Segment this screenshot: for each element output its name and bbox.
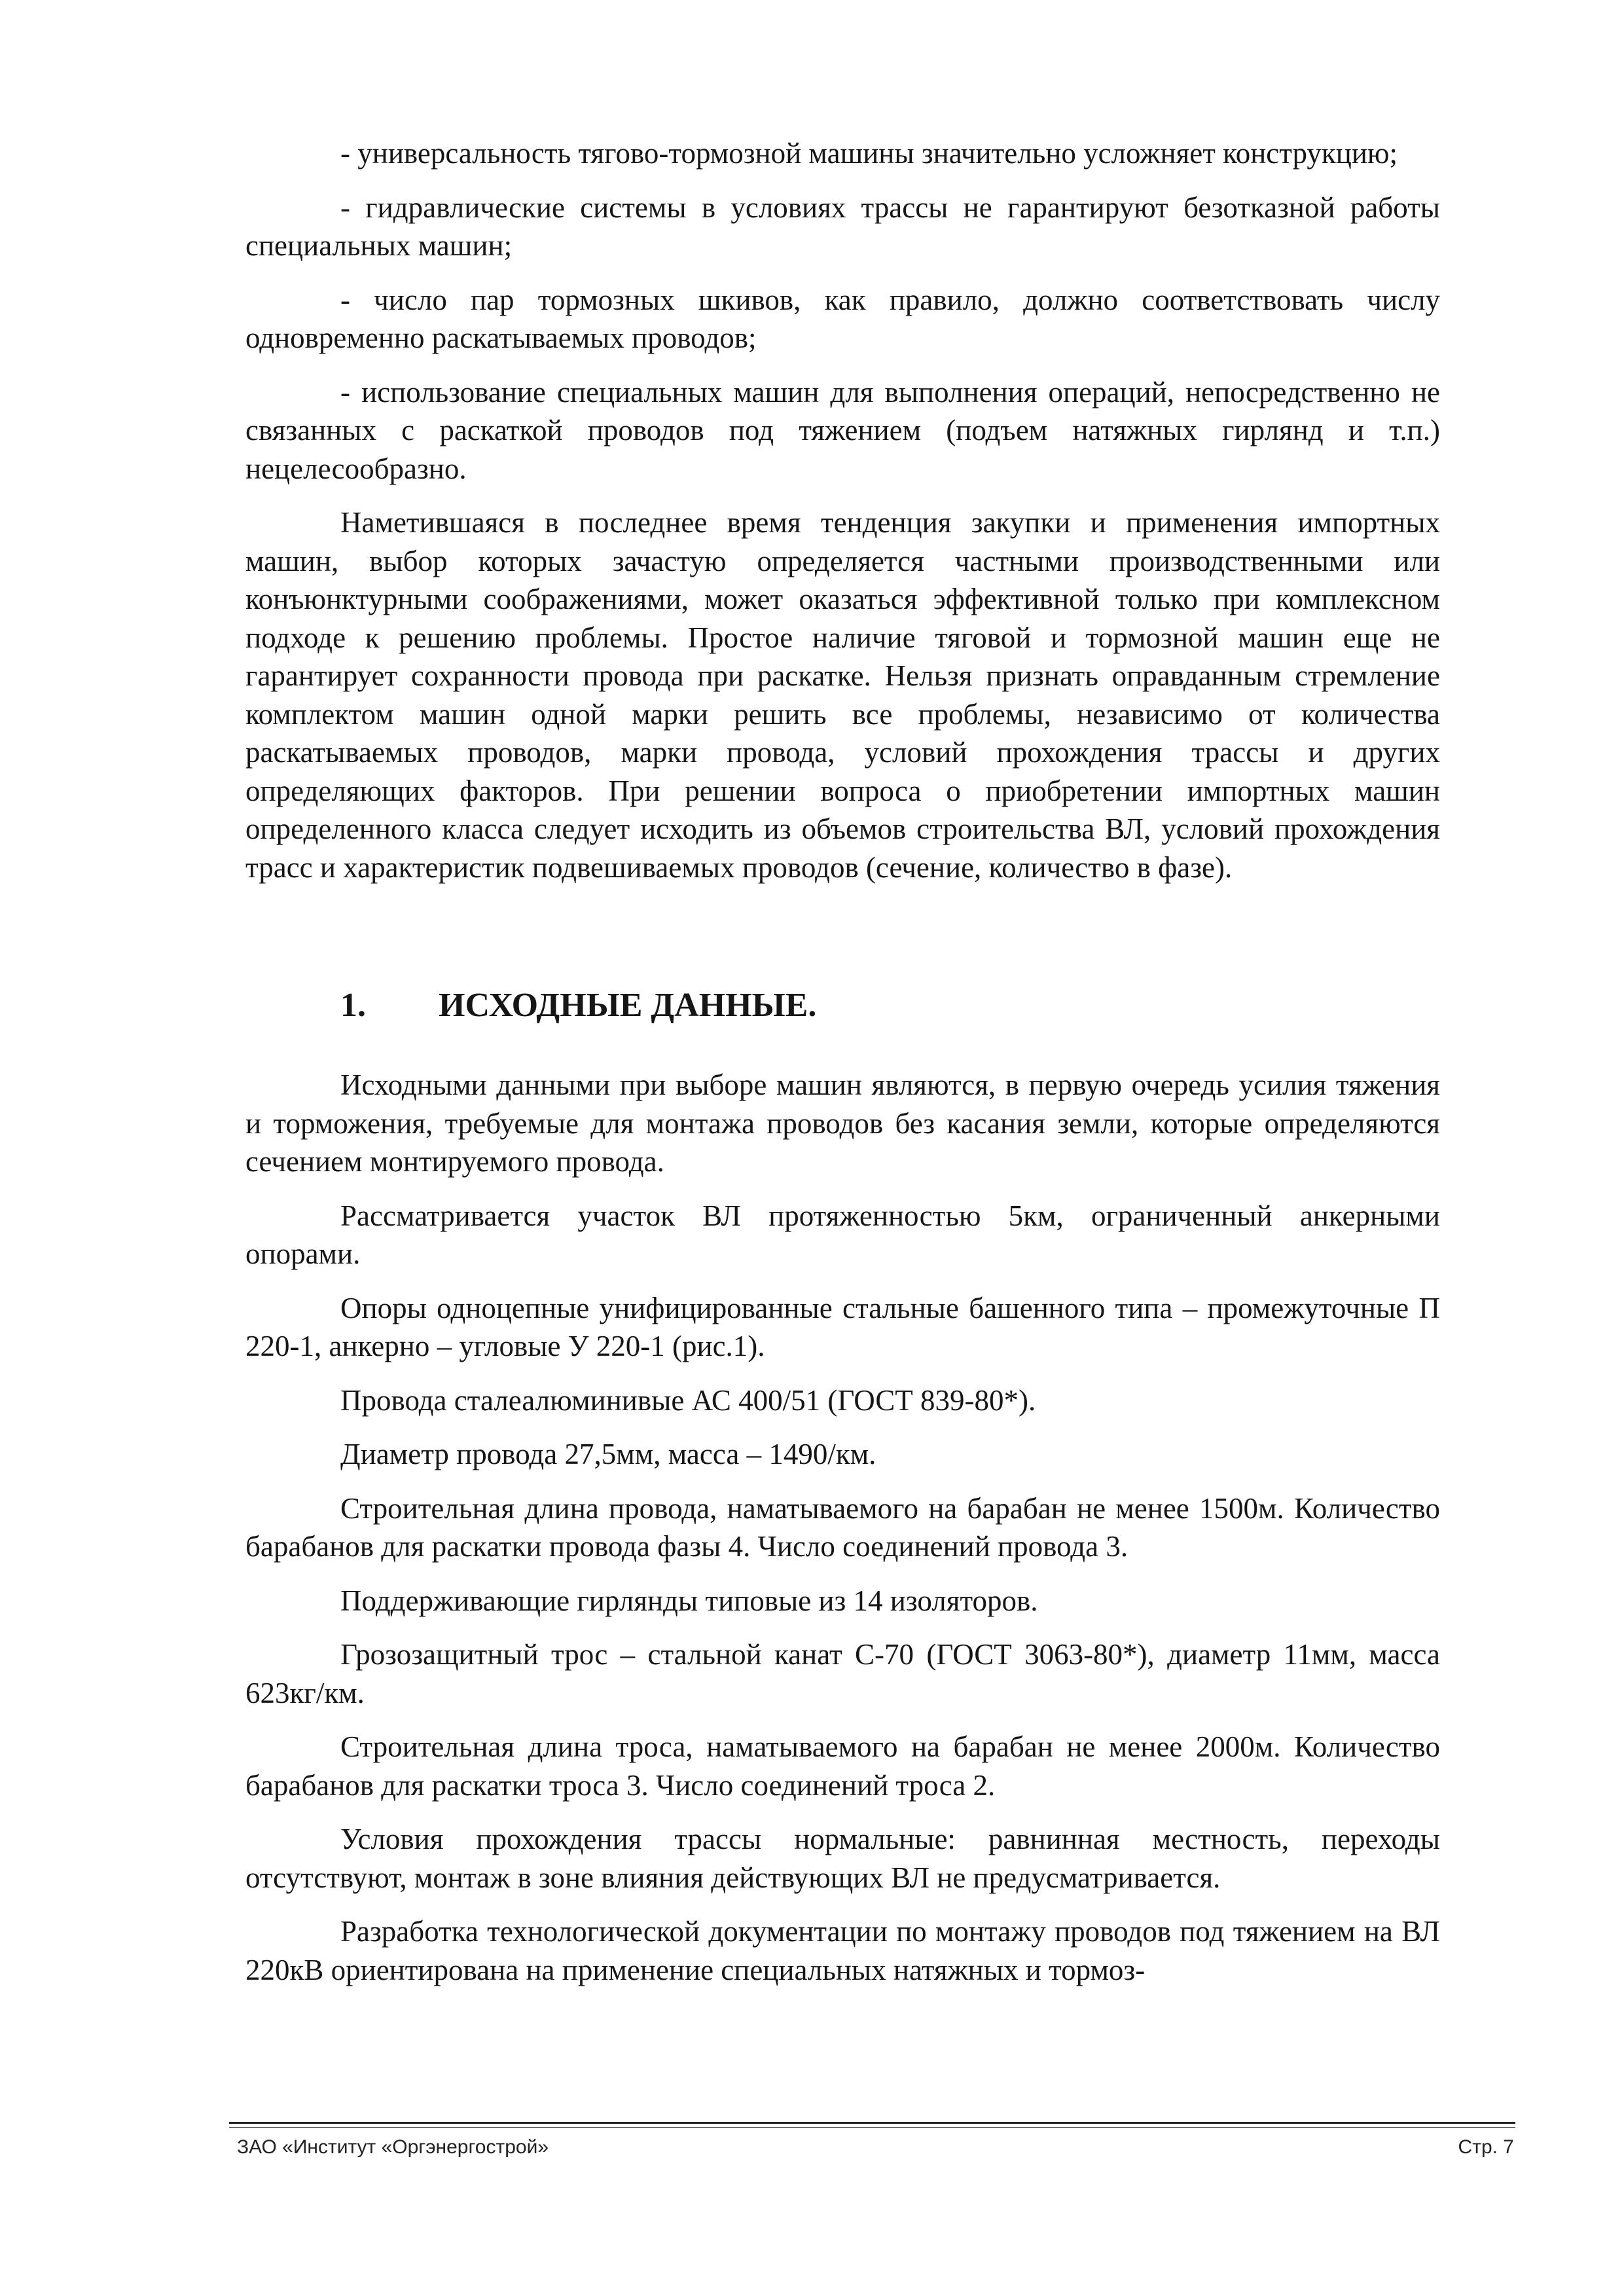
body-paragraph: Диаметр провода 27,5мм, масса – 1490/км.	[340, 1438, 876, 1470]
section-number: 1.	[340, 987, 366, 1024]
body-paragraph: Провода сталеалюминивые АС 400/51 (ГОСТ 839-80*).	[340, 1383, 1036, 1417]
body-paragraph: Исходными данными при выборе машин являются, в первую очередь усилия тяжения и торможения, требуемые для монтажа проводов без касания земли, которые определяются сечением монтируемого провода.	[245, 1068, 1440, 1178]
body-paragraph: Грозозащитный трос – стальной канат С-70 (ГОСТ 3063-80*), диаметр 11мм, масса 623кг/км.	[245, 1638, 1440, 1709]
section-heading	[245, 985, 1440, 1027]
intro-paragraph: Наметившаяся в последнее время тенденция закупки и применения импортных машин, выбор которых зачастую определяется частными производственными или конъюнктурными соображениями, может оказаться эффективной только при комплексном подходе к решению проблемы. Простое наличие тяговой и тормозной машин еще не гарантирует сохранности провода при раскатке. Нельзя признать оправданным стремление комплектом машин одной марки решить все проблемы, независимо от количества раскатываемых проводов, марки провода, условий прохождения трассы и других определяющих факторов. При решении вопроса о приобретении импортных машин определенного класса следует исходить из объемов строительства ВЛ, условий прохождения трасс и характеристик подвешиваемых проводов (сечение, количество в фазе).	[245, 506, 1440, 884]
bullet-item: - использование специальных машин для выполнения операций, непосредственно не связанных с раскаткой проводов под тяжением (подъем натяжных гирлянд и т.п.) нецелесообразно.	[245, 375, 1440, 485]
body-paragraph: Разработка технологической документации по монтажу проводов под тяжением на ВЛ 220кВ ориентирована на применение специальных натяжных и тормоз-	[245, 1915, 1440, 1986]
footer-page-number: Стр. 7	[1458, 2136, 1514, 2158]
footer-divider-thin	[229, 2127, 1515, 2128]
section-title: ИСХОДНЫЕ ДАННЫЕ.	[439, 987, 817, 1024]
body-paragraph: Опоры одноцепные унифицированные стальные башенного типа – промежуточные П 220-1, анкерно – угловые У 220-1 (рис.1).	[245, 1291, 1440, 1362]
bullet-item: - универсальность тягово-тормозной машины значительно усложняет конструкцию;	[340, 137, 1398, 170]
body-paragraph: Рассматривается участок ВЛ протяженностью 5км, ограниченный анкерными опорами.	[245, 1199, 1440, 1270]
bullet-item: - число пар тормозных шкивов, как правило, должно соответствовать числу одновременно раскатываемых проводов;	[245, 283, 1440, 354]
bullet-item: - гидравлические системы в условиях трассы не гарантируют безотказной работы специальных машин;	[245, 191, 1440, 262]
page-content	[245, 134, 1440, 2005]
body-paragraph: Условия прохождения трассы нормальные: равнинная местность, переходы отсутствуют, монтаж в зоне влияния действующих ВЛ не предусматривается.	[245, 1823, 1440, 1894]
body-paragraph: Строительная длина провода, наматываемого на барабан не менее 1500м. Количество барабанов для раскатки провода фазы 4. Число соединений провода 3.	[245, 1491, 1440, 1563]
body-paragraph: Поддерживающие гирлянды типовые из 14 изоляторов.	[340, 1584, 1038, 1617]
footer-divider	[229, 2122, 1515, 2124]
footer-organization: ЗАО «Институт «Оргэнергострой»	[237, 2136, 549, 2158]
body-paragraph: Строительная длина троса, наматываемого на барабан не менее 2000м. Количество барабанов для раскатки троса 3. Число соединений троса 2.	[245, 1730, 1440, 1802]
